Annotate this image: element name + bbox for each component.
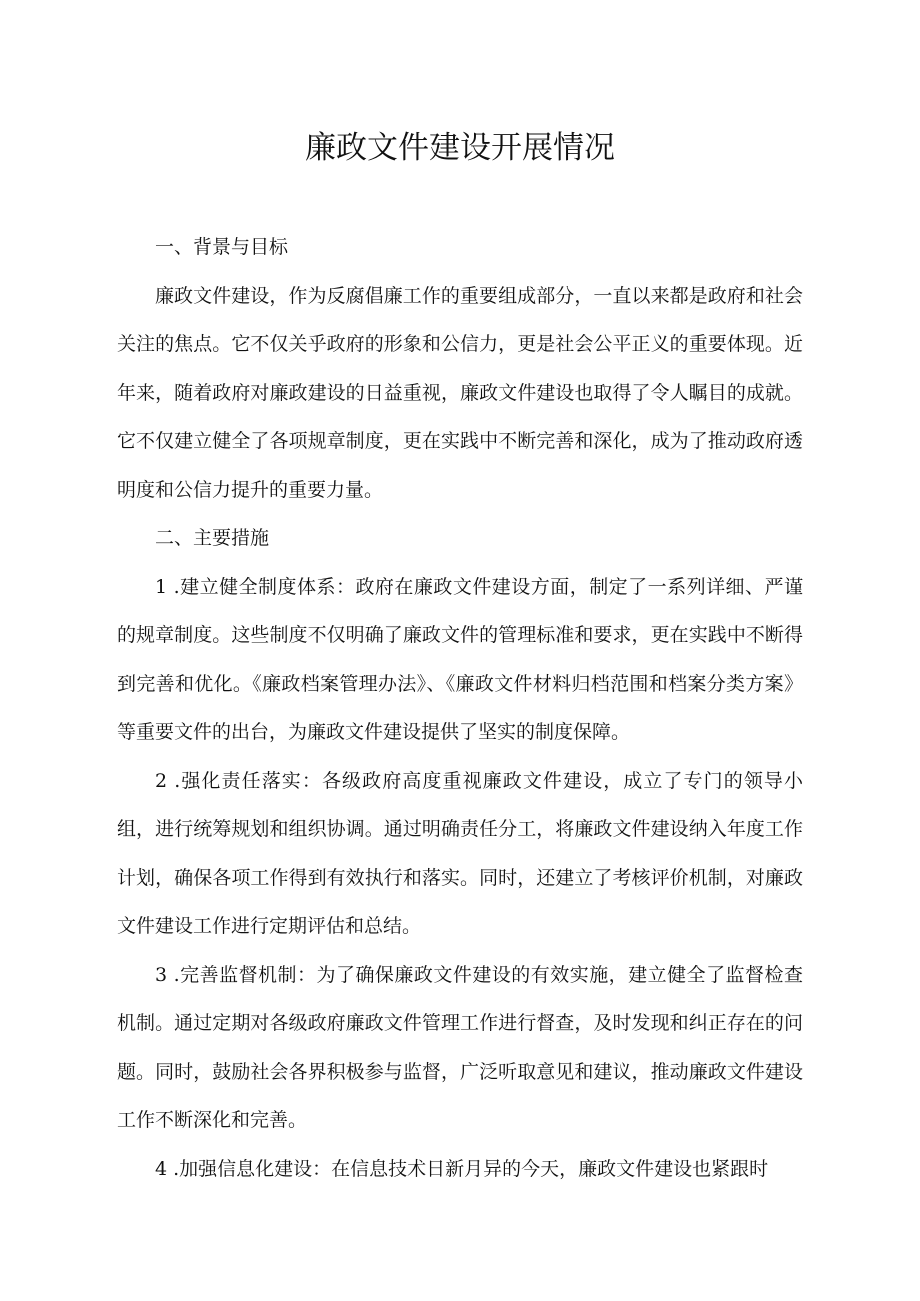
section-heading-background: 一、背景与目标 [155,236,289,258]
paragraph-measure-2: 2 .强化责任落实：各级政府高度重视廉政文件建设，成立了专门的领导小组，进行统筹规划和组织协调。通过明确责任分工，将廉政文件建设纳入年度工作计划，确保各项工作得到有效执行和落实。同时，还建立了考核评价机制，对廉政文件建设工作进行定期评估和总结。 [117,769,803,937]
document-body [117,223,803,1193]
paragraph-measure-1: 1 .建立健全制度体系：政府在廉政文件建设方面，制定了一系列详细、严谨的规章制度。这些制度不仅明确了廉政文件的管理标准和要求，更在实践中不断得到完善和优化。《廉政档案管理办法》、《廉政文件材料归档范围和档案分类方案》等重要文件的出台，为廉政文件建设提供了坚实的制度保障。 [117,575,803,743]
paragraph-measure-4: 4 .加强信息化建设：在信息技术日新月异的今天，廉政文件建设也紧跟时 [155,1157,769,1180]
paragraph-measure-3: 3 .完善监督机制：为了确保廉政文件建设的有效实施，建立健全了监督检查机制。通过定期对各级政府廉政文件管理工作进行督查，及时发现和纠正存在的问题。同时，鼓励社会各界积极参与监督，广泛听取意见和建议，推动廉政文件建设工作不断深化和完善。 [117,963,803,1131]
section-heading-measures: 二、主要措施 [155,527,270,549]
paragraph-background: 廉政文件建设，作为反腐倡廉工作的重要组成部分，一直以来都是政府和社会关注的焦点。它不仅关乎政府的形象和公信力，更是社会公平正义的重要体现。近年来，随着政府对廉政建设的日益重视，廉政文件建设也取得了令人瞩目的成就。它不仅建立健全了各项规章制度，更在实践中不断完善和深化，成为了推动政府透明度和公信力提升的重要力量。 [117,284,803,501]
document-title: 廉政文件建设开展情况 [305,130,615,166]
